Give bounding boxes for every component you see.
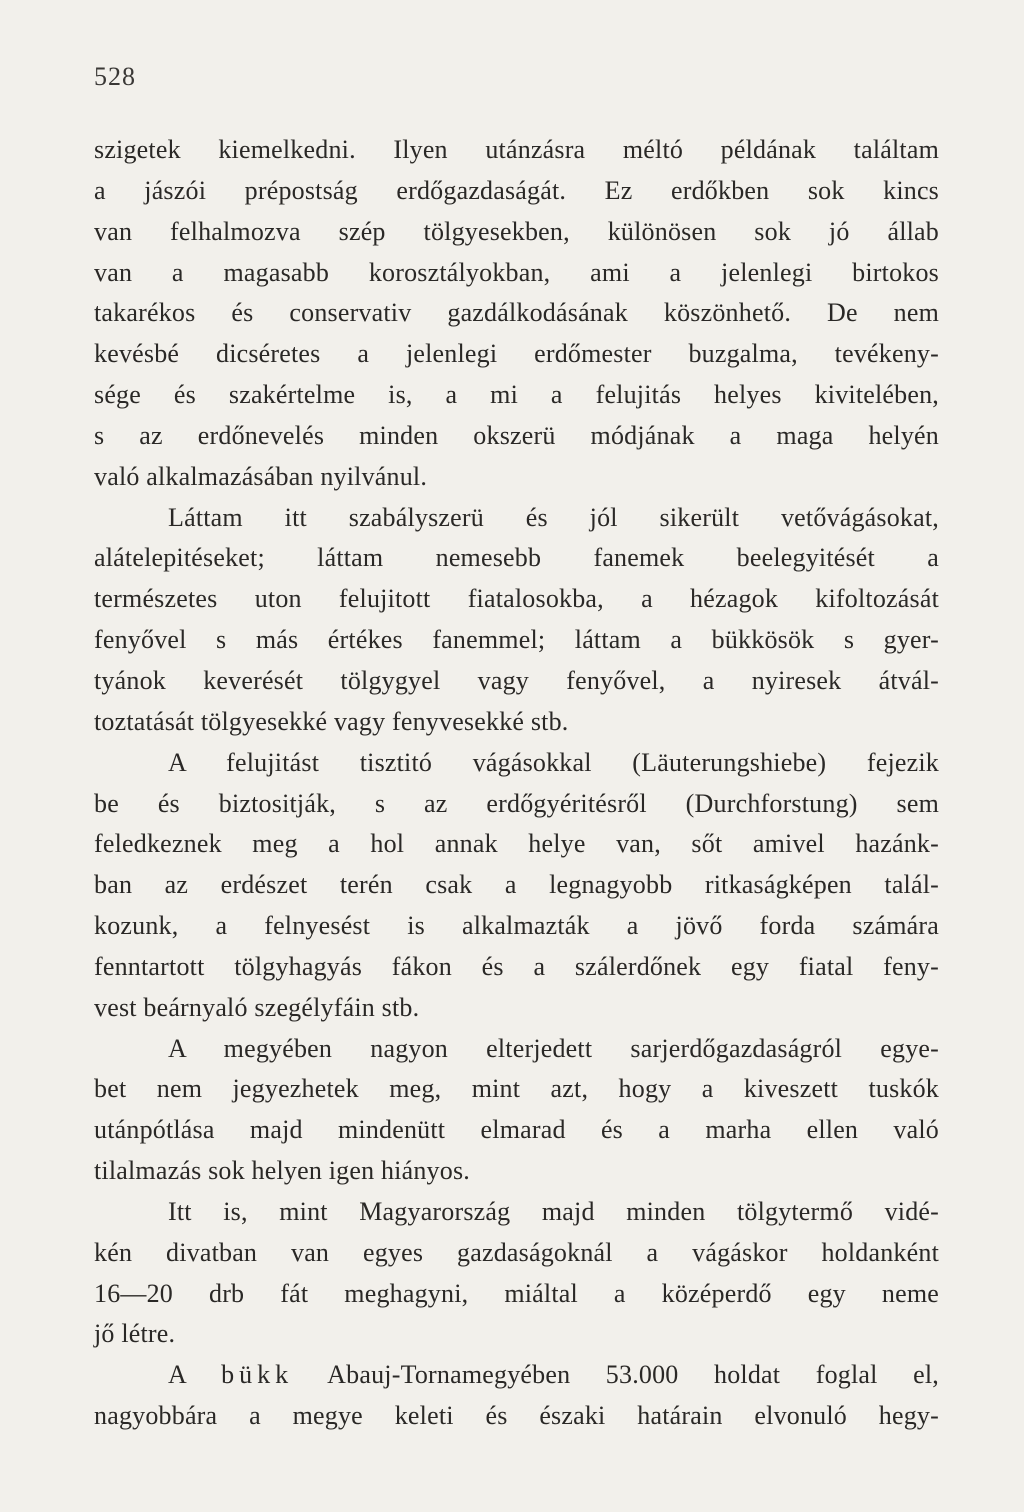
text-line: utánpótlása majd mindenütt elmarad és a marha ellen való bbox=[94, 1115, 939, 1145]
text-line: a jászói prépostság erdőgazdaságát. Ez erdőkben sok kincs bbox=[94, 175, 939, 205]
text-line: vest beárnyaló szegélyfáin stb. bbox=[94, 992, 420, 1022]
text-line: fenntartott tölgyhagyás fákon és a szálerdőnek egy fiatal feny- bbox=[94, 951, 939, 981]
text-line: jő létre. bbox=[94, 1319, 176, 1349]
text-line: be és biztositják, s az erdőgyéritésről (Durchforstung) sem bbox=[94, 788, 939, 818]
text-line: ban az erdészet terén csak a legnagyobb ritkaságképen talál- bbox=[94, 870, 939, 900]
text-line: bet nem jegyezhetek meg, mint azt, hogy a kiveszett tuskók bbox=[94, 1074, 939, 1104]
text-line: kevésbé dicséretes a jelenlegi erdőmester buzgalma, tevékeny- bbox=[94, 339, 939, 369]
text-line: 16—20 drb fát meghagyni, miáltal a középerdő egy neme bbox=[94, 1278, 939, 1308]
text-line: takarékos és conservativ gazdálkodásának köszönhető. De nem bbox=[94, 298, 939, 328]
text-line: tilalmazás sok helyen igen hiányos. bbox=[94, 1156, 470, 1186]
text-line: A megyében nagyon elterjedett sarjerdőgazdaságról egye- bbox=[168, 1033, 939, 1063]
text-line: nagyobbára a megye keleti és északi határain elvonuló hegy- bbox=[94, 1401, 939, 1431]
text-line: szigetek kiemelkedni. Ilyen utánzásra méltó példának találtam bbox=[94, 135, 939, 164]
text-line: van felhalmozva szép tölgyesekben, különösen sok jó állab bbox=[94, 216, 939, 246]
text-line: természetes uton felujitott fiatalosokba, a hézagok kifoltozását bbox=[94, 584, 939, 614]
text-line: alátelepitéseket; láttam nemesebb fanemek beelegyitését a bbox=[94, 543, 939, 573]
text-line: tyánok keverését tölgygyel vagy fenyővel, a nyiresek átvál- bbox=[94, 665, 939, 695]
text-line: kén divatban van egyes gazdaságoknál a vágáskor holdanként bbox=[94, 1237, 939, 1267]
text-line: fenyővel s más értékes fanemmel; láttam a bükkösök s gyer- bbox=[94, 625, 939, 655]
text-line: Itt is, mint Magyarország majd minden tölgytermő vidé- bbox=[168, 1196, 939, 1226]
text-line: feledkeznek meg a hol annak helye van, sőt amivel hazánk- bbox=[94, 829, 939, 859]
text-line: való alkalmazásában nyilvánul. bbox=[94, 461, 428, 491]
text-line: sége és szakértelme is, a mi a felujitás helyes kivitelében, bbox=[94, 380, 939, 410]
text-line: van a magasabb korosztályokban, ami a jelenlegi birtokos bbox=[94, 257, 939, 287]
spaced-word: A bbox=[168, 1360, 186, 1390]
text-line: A felujitást tisztitó vágásokkal (Läuterungshiebe) fejezik bbox=[168, 747, 939, 777]
spaced-word: bükk bbox=[221, 1360, 294, 1390]
body-text bbox=[94, 130, 939, 1437]
text-line: toztatását tölgyesekké vagy fenyvesekké stb. bbox=[94, 706, 569, 736]
page-number: 528 bbox=[94, 62, 136, 91]
text-line: kozunk, a felnyesést is alkalmazták a jövő forda számára bbox=[94, 911, 939, 941]
text-line-with-spaced-word bbox=[94, 1355, 939, 1396]
text-line: Láttam itt szabályszerü és jól sikerült vetővágásokat, bbox=[168, 502, 939, 532]
text-line: s az erdőnevelés minden okszerü módjának a maga helyén bbox=[94, 420, 939, 450]
line-rest: Abauj-Tornamegyében 53.000 holdat foglal el, bbox=[327, 1360, 939, 1390]
